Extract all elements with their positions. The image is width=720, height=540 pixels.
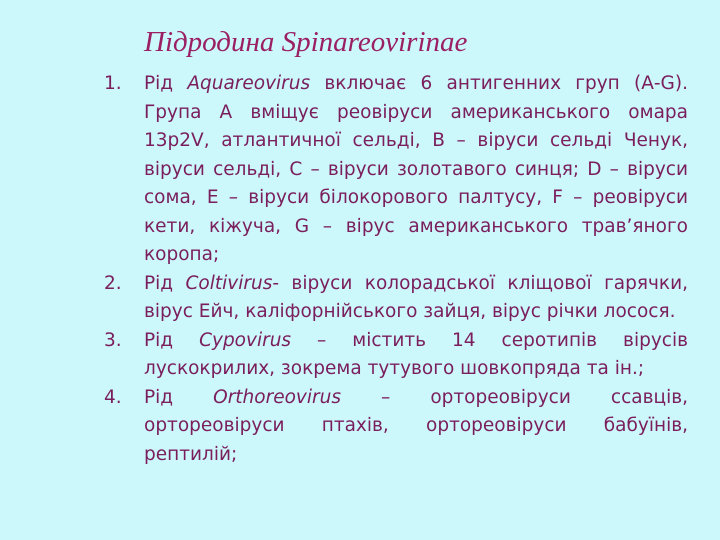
genus-name: Cypovirus: [199, 329, 292, 351]
item-text: включає 6 антигенних груп (А-G). Група А вміщує реовіруси американського омара 13р2V, атлантичної сельді, В – віруси сельді Ченук, віруси сельді, С – віруси золотавого синця; D – віруси сома, Е – віруси білокорового палтусу, F – реовіруси кети, кіжуча, G – вірус американського трав’яного коропа;: [144, 73, 688, 265]
slide-title: Підродина Spinareovirinae: [144, 26, 468, 58]
item-number: 2.: [104, 272, 122, 294]
list-item: [104, 327, 688, 384]
genus-list: [104, 70, 688, 469]
item-text: – містить 14 серотипів вірусів лускокрилих, зокрема тутувого шовкопряда та ін.;: [144, 329, 689, 379]
item-prefix: Рід: [144, 386, 214, 408]
item-text: – ортореовіруси ссавців, ортореовіруси птахів, ортореовіруси бабуїнів, рептилій;: [144, 386, 688, 465]
item-text: - віруси колорадської кліщової гарячки, вірус Ейч, каліфорнійського зайця, вірус річки лосося.: [144, 272, 689, 322]
item-prefix: Рід: [144, 272, 186, 294]
item-number: 1.: [104, 73, 122, 94]
genus-name: Orthoreovirus: [213, 386, 341, 408]
genus-name: Coltivirus: [185, 272, 273, 294]
item-prefix: Рід: [144, 329, 200, 351]
list-item: [104, 270, 688, 327]
item-number: 3.: [104, 329, 122, 351]
item-number: 4.: [104, 386, 122, 408]
genus-name: Aquareovirus: [187, 73, 311, 94]
list-item: [104, 70, 688, 270]
item-prefix: Рід: [144, 73, 188, 94]
list-item: [104, 384, 688, 470]
